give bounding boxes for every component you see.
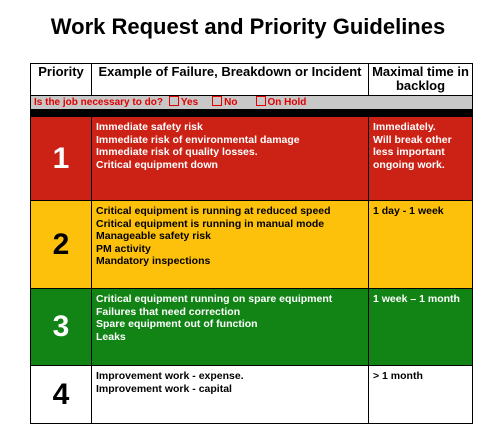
- example-item: Manageable safety risk: [96, 230, 211, 242]
- priority-number-2: 2: [31, 201, 92, 289]
- time-1: [369, 117, 473, 201]
- examples-2: [92, 201, 369, 289]
- option-yes: Yes: [180, 97, 199, 108]
- question-row: [31, 96, 473, 110]
- time-4: [369, 366, 473, 424]
- examples-3: [92, 289, 369, 366]
- question-text: Is the job necessary to do?: [34, 97, 163, 108]
- example-item: Spare equipment out of function: [96, 318, 258, 330]
- header-priority: Priority: [31, 64, 92, 96]
- priority-number-3: 3: [31, 289, 92, 366]
- example-item: Critical equipment running on spare equipment: [96, 293, 333, 305]
- checkbox-on-hold[interactable]: [256, 96, 266, 106]
- divider-row: [31, 109, 473, 117]
- header-example: Example of Failure, Breakdown or Incident: [92, 64, 369, 96]
- priority-row-3: [31, 289, 473, 366]
- example-item: Improvement work - capital: [96, 382, 232, 395]
- time-line: 1 day - 1 week: [373, 205, 444, 217]
- example-item: Immediate safety risk: [96, 121, 203, 133]
- checkbox-yes[interactable]: [169, 96, 179, 106]
- priority-row-4: [31, 366, 473, 424]
- time-line: 1 week – 1 month: [373, 293, 460, 305]
- example-item: Critical equipment down: [96, 158, 218, 171]
- priority-number-4: 4: [31, 366, 92, 424]
- example-item: Improvement work - expense.: [96, 370, 244, 382]
- time-line: Will break other: [373, 133, 452, 146]
- example-item: Critical equipment is running at reduced speed: [96, 205, 331, 217]
- time-line: less important: [373, 146, 445, 158]
- example-item: Mandatory inspections: [96, 255, 211, 267]
- option-on-hold: On Hold: [267, 97, 307, 108]
- example-item: PM activity: [96, 242, 151, 255]
- question-cell: [31, 96, 473, 110]
- header-time: Maximal time in backlog: [369, 64, 473, 96]
- examples-1: [92, 117, 369, 201]
- example-item: Leaks: [96, 330, 126, 343]
- checkbox-no[interactable]: [212, 96, 222, 106]
- time-line: Immediately.: [373, 121, 436, 133]
- divider-bar: [31, 109, 473, 117]
- example-item: Critical equipment is running in manual mode: [96, 217, 325, 230]
- example-item: Failures that need correction: [96, 305, 241, 318]
- page-title: Work Request and Priority Guidelines: [50, 14, 446, 39]
- time-line: ongoing work.: [373, 158, 445, 171]
- option-no: No: [224, 97, 238, 108]
- priority-row-2: [31, 201, 473, 289]
- example-item: Immediate risk of environmental damage: [96, 133, 300, 146]
- time-2: [369, 201, 473, 289]
- examples-4: [92, 366, 369, 424]
- example-item: Immediate risk of quality losses.: [96, 146, 258, 158]
- time-3: [369, 289, 473, 366]
- priority-row-1: [31, 117, 473, 201]
- priority-table: [30, 63, 473, 424]
- table-header-row: [31, 64, 473, 96]
- priority-number-1: 1: [31, 117, 92, 201]
- time-line: > 1 month: [373, 370, 423, 382]
